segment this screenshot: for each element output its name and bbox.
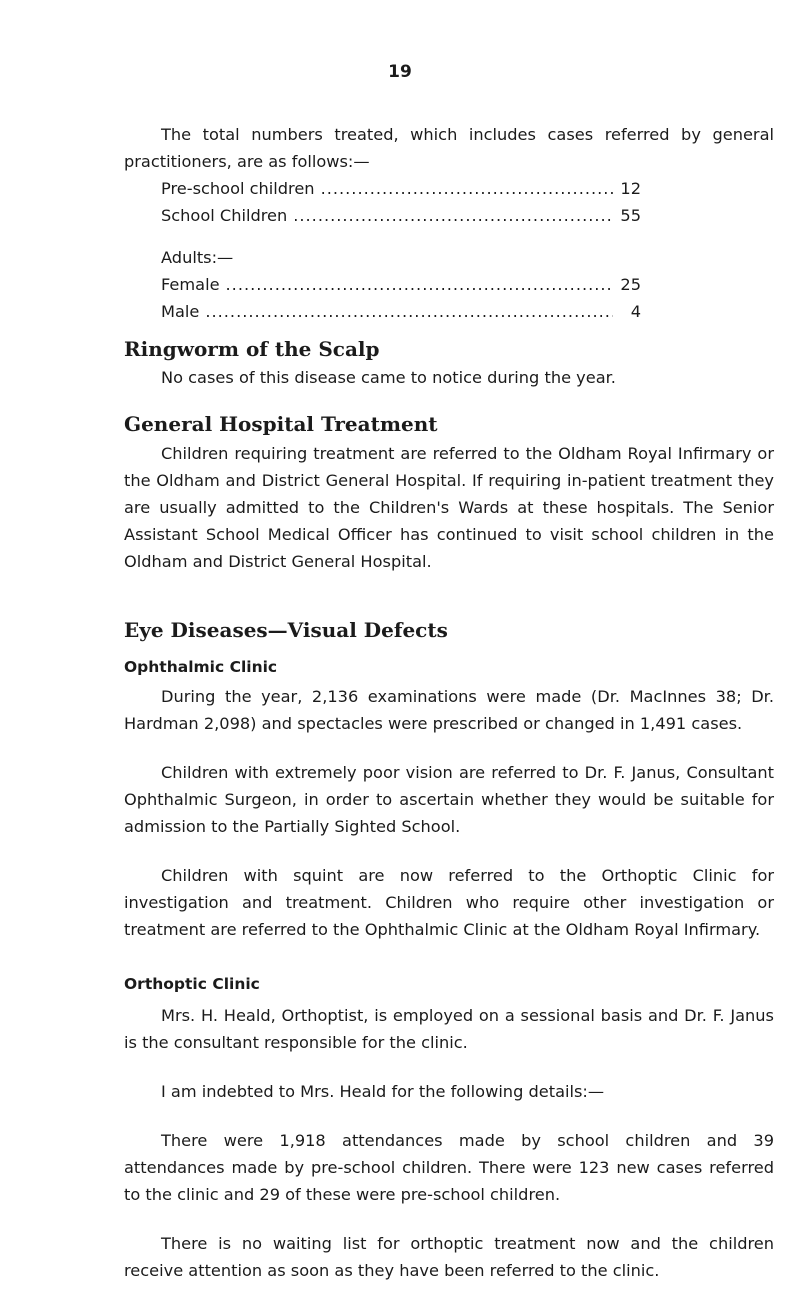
count-value: 12 <box>620 179 641 198</box>
count-row-pre-school <box>161 175 641 202</box>
orthoptic-heading: Orthoptic Clinic <box>124 975 260 993</box>
count-value: 55 <box>620 206 641 225</box>
count-row-male <box>161 298 641 325</box>
count-value: 25 <box>620 275 641 294</box>
count-row-school <box>161 202 641 229</box>
orthoptic-section <box>124 972 774 1284</box>
hospital-heading: General Hospital Treatment <box>124 412 438 436</box>
ophthalmic-paragraph-1: During the year, 2,136 examinations were made (Dr. MacInnes 38; Dr. Hardman 2,098) and spectacles were prescribed or changed in 1,491 cases. <box>124 687 774 733</box>
count-row-female <box>161 271 641 298</box>
orthoptic-paragraph-2: I am indebted to Mrs. Heald for the following details:— <box>161 1082 605 1101</box>
count-label: Female <box>161 275 220 294</box>
eye-section <box>124 617 774 943</box>
count-label: School Children <box>161 206 288 225</box>
hospital-paragraph: Children requiring treatment are referred to the Oldham Royal Infirmary or the Oldham and District General Hospital. If requiring in-patient treatment they are usually admitted to the Children's Wards at these hospitals. The Senior Assistant School Medical Officer has continued to visit school children in the Oldham and District General Hospital. <box>124 444 774 571</box>
ophthalmic-heading: Ophthalmic Clinic <box>124 658 278 676</box>
ringworm-section <box>124 336 774 391</box>
count-label: Male <box>161 302 200 321</box>
counts-list <box>161 175 800 325</box>
page-number: 19 <box>388 62 412 82</box>
orthoptic-paragraph-1: Mrs. H. Heald, Orthoptist, is employed on a sessional basis and Dr. F. Janus is the consultant responsible for the clinic. <box>124 1006 774 1052</box>
eye-heading: Eye Diseases—Visual Defects <box>124 618 448 642</box>
count-value: 4 <box>630 302 641 321</box>
adults-heading: Adults:— <box>161 248 234 267</box>
count-label: Pre-school children <box>161 179 315 198</box>
ophthalmic-paragraph-3: Children with squint are now referred to the Orthoptic Clinic for investigation and treatment. Children who require other investigation or treatment are referred to the Ophthalmic Clinic at the Oldham Royal Infirmary. <box>124 866 774 939</box>
hospital-section <box>124 411 774 575</box>
orthoptic-paragraph-4: There is no waiting list for orthoptic treatment now and the children receive attention as soon as they have been referred to the clinic. <box>124 1234 774 1280</box>
orthoptic-paragraph-3: There were 1,918 attendances made by school children and 39 attendances made by pre-school children. There were 123 new cases referred to the clinic and 29 of these were pre-school children. <box>124 1131 774 1204</box>
ringworm-heading: Ringworm of the Scalp <box>124 337 380 361</box>
ophthalmic-paragraph-2: Children with extremely poor vision are referred to Dr. F. Janus, Consultant Ophthalmic Surgeon, in order to ascertain whether they would be suitable for admission to the Partially Sighted School. <box>124 763 774 836</box>
intro-paragraph: The total numbers treated, which includes cases referred by general practitioners, are as follows:— <box>124 125 774 171</box>
ringworm-paragraph: No cases of this disease came to notice during the year. <box>161 368 616 387</box>
intro-section <box>124 121 774 175</box>
